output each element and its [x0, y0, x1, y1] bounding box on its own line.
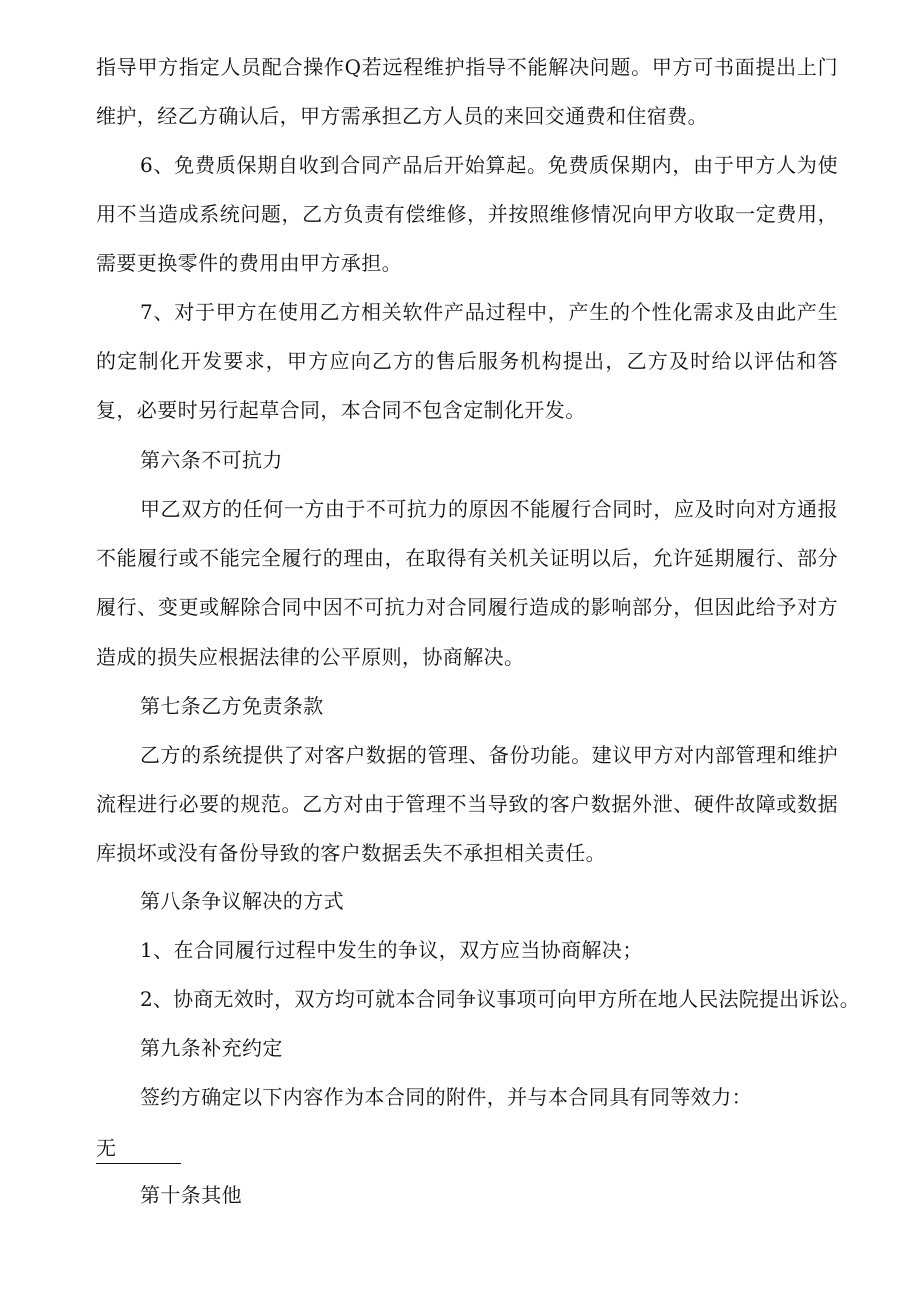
- article-8-item-2: 2、协商无效时，双方均可就本合同争议事项可向甲方所在地人民法院提出诉讼。: [140, 987, 860, 1011]
- article-8-heading: 第八条争议解决的方式: [140, 889, 344, 913]
- article-8-item-1: 1、在合同履行过程中发生的争议，双方应当协商解决；: [140, 938, 643, 962]
- paragraph-remote-maintenance: 指导甲方指定人员配合操作Q若远程维护指导不能解决问题。甲方可书面提出上门维护，经乙方确认后，甲方需承担乙方人员的来回交通费和住宿费。: [96, 55, 838, 129]
- article-6-heading: 第六条不可抗力: [140, 448, 283, 472]
- article-10-heading: 第十条其他: [140, 1183, 242, 1207]
- paragraph-warranty-period: 6、免费质保期自收到合同产品后开始算起。免费质保期内，由于甲方人为使用不当造成系统问题，乙方负责有偿维修，并按照维修情况向甲方收取一定费用，需要更换零件的费用由甲方承担。: [96, 153, 838, 276]
- attachment-blank-field: 无: [96, 1133, 181, 1164]
- article-9-heading: 第九条补充约定: [140, 1036, 283, 1060]
- article-7-body: 乙方的系统提供了对客户数据的管理、备份功能。建议甲方对内部管理和维护流程进行必要的规范。乙方对由于管理不当导致的客户数据外泄、硬件故障或数据库损坏或没有备份导致的客户数据丢失不承担相关责任。: [96, 743, 838, 866]
- article-6-body: 甲乙双方的任何一方由于不可抗力的原因不能履行合同时，应及时向对方通报不能履行或不能完全履行的理由，在取得有关机关证明以后，允许延期履行、部分履行、变更或解除合同中因不可抗力对合同履行造成的影响部分，但因此给予对方造成的损失应根据法律的公平原则，协商解决。: [96, 497, 838, 669]
- paragraph-custom-development: 7、对于甲方在使用乙方相关软件产品过程中，产生的个性化需求及由此产生的定制化开发要求，甲方应向乙方的售后服务机构提出，乙方及时给以评估和答复，必要时另行起草合同，本合同不包含定制化开发。: [96, 300, 838, 423]
- article-7-heading: 第七条乙方免责条款: [140, 694, 324, 718]
- article-9-body: 签约方确定以下内容作为本合同的附件，并与本合同具有同等效力：: [140, 1085, 752, 1109]
